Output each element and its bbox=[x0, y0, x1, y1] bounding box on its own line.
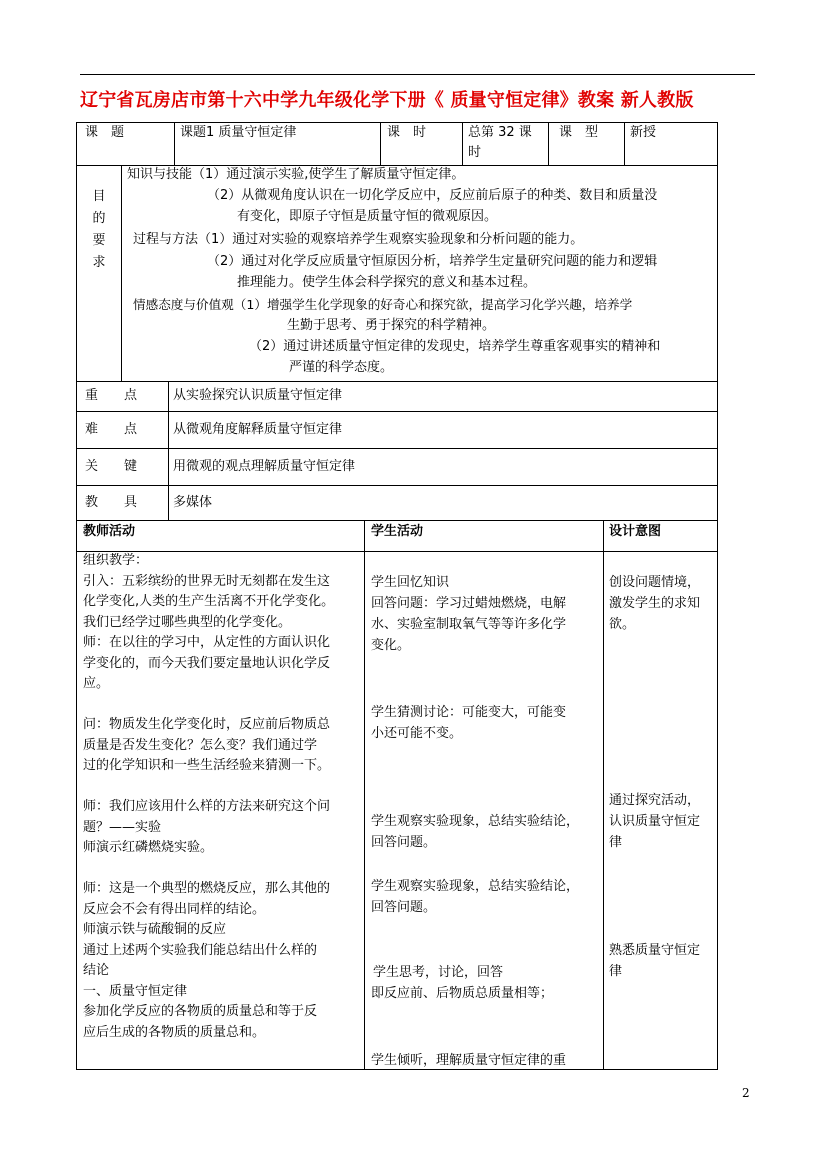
student-line: 学生猜测讨论：可能变大，可能变 bbox=[371, 705, 567, 720]
teacher-line: 结论 bbox=[83, 963, 110, 978]
student-line: 学生思考，讨论，回答 bbox=[373, 965, 504, 980]
document-title: 辽宁省瓦房店市第十六中学九年级化学下册《 质量守恒定律》教案 新人教版 bbox=[80, 90, 694, 111]
student-line: 学生倾听，理解质量守恒定律的重 bbox=[371, 1053, 567, 1068]
student-line: 小还可能不变。 bbox=[371, 726, 463, 741]
difficult-point-label: 难 点 bbox=[85, 422, 138, 437]
crux-label: 关 键 bbox=[85, 459, 138, 474]
row-divider bbox=[77, 411, 717, 412]
period-value: 总第 32 课 bbox=[468, 125, 532, 140]
crux-value: 用微观的观点理解质量守恒定律 bbox=[173, 459, 356, 474]
design-line: 律 bbox=[609, 835, 623, 850]
goal-line: （2）通过讲述质量守恒定律的发现史，培养学生尊重客观事实的精神和 bbox=[249, 339, 661, 354]
type-label: 课 型 bbox=[559, 125, 599, 140]
goal-line: 知识与技能（1）通过演示实验,使学生了解质量守恒定律。 bbox=[127, 167, 465, 182]
goal-line: 推理能力。使学生体会科学探究的意义和基本过程。 bbox=[237, 275, 537, 290]
col-divider bbox=[624, 123, 625, 165]
student-line: 水、实验室制取氧气等等许多化学 bbox=[371, 617, 567, 632]
col-divider bbox=[603, 520, 604, 1069]
goals-label-char: 的 bbox=[92, 211, 106, 226]
goal-line: （2）通过对化学反应质量守恒原因分析，培养学生定量研究问题的能力和逻辑 bbox=[207, 254, 658, 269]
teacher-line: 师：这是一个典型的燃烧反应，那么其他的 bbox=[83, 881, 331, 896]
goal-line: 有变化，即原子守恒是质量守恒的微观原因。 bbox=[237, 209, 498, 224]
teacher-activity-header: 教师活动 bbox=[83, 524, 136, 539]
teacher-line: 应后生成的各物质的质量总和。 bbox=[83, 1024, 266, 1040]
student-line: 回答问题。 bbox=[371, 900, 437, 915]
goal-line: （2）从微观角度认识在一切化学反应中，反应前后原子的种类、数目和质量没 bbox=[207, 188, 658, 203]
teacher-line: 反应会不会有得出同样的结论。 bbox=[83, 901, 266, 917]
col-divider bbox=[364, 520, 365, 1069]
goal-line: 过程与方法（1）通过对实验的观察培养学生观察实验现象和分析问题的能力。 bbox=[133, 232, 584, 247]
row-divider bbox=[77, 381, 717, 382]
teacher-line: 通过上述两个实验我们能总结出什么样的 bbox=[83, 942, 318, 958]
period-label: 课 时 bbox=[387, 125, 427, 140]
student-line: 学生观察实验现象，总结实验结论， bbox=[371, 879, 580, 894]
spacer bbox=[83, 695, 363, 716]
teacher-line: 过的化学知识和一些生活经验来猜测一下。 bbox=[83, 758, 331, 773]
page-number: 2 bbox=[742, 1086, 750, 1100]
tools-label: 教 具 bbox=[85, 495, 138, 510]
teacher-line: 师：我们应该用什么样的方法来研究这个问 bbox=[83, 799, 331, 814]
teacher-line: 组织教学： bbox=[83, 553, 149, 568]
design-line: 欲。 bbox=[609, 617, 636, 632]
row-divider bbox=[77, 448, 717, 449]
teacher-line: 一、质量守恒定律 bbox=[83, 983, 188, 999]
design-line: 律 bbox=[609, 964, 623, 979]
teacher-line: 师演示铁与硫酸铜的反应 bbox=[83, 922, 227, 937]
col-divider bbox=[548, 123, 549, 165]
teacher-line: 参加化学反应的各物质的质量总和等于反 bbox=[83, 1004, 318, 1019]
goal-line: 情感态度与价值观（1）增强学生化学现象的好奇心和探究欲，提高学习化学兴趣，培养学 bbox=[133, 297, 633, 312]
goals-label-char: 要 bbox=[92, 233, 106, 248]
teacher-line: 师演示红磷燃烧实验。 bbox=[83, 840, 214, 855]
lesson-plan-table bbox=[76, 122, 718, 1070]
goal-line: 生勤于思考、勇于探究的科学精神。 bbox=[287, 318, 496, 333]
design-line: 创设问题情境， bbox=[609, 575, 701, 590]
key-point-value: 从实验探究认识质量守恒定律 bbox=[173, 388, 343, 403]
col-divider bbox=[121, 165, 122, 381]
teacher-line: 化学变化,人类的生产生活离不开化学变化。 bbox=[83, 594, 335, 609]
design-line: 熟悉质量守恒定 bbox=[609, 943, 701, 958]
col-divider bbox=[174, 123, 175, 165]
design-line: 认识质量守恒定 bbox=[609, 814, 701, 829]
goals-label-char: 求 bbox=[92, 255, 106, 270]
type-value: 新授 bbox=[630, 125, 657, 140]
col-divider bbox=[168, 381, 169, 520]
spacer bbox=[83, 859, 363, 880]
teacher-line: 质量是否发生变化？怎么变？我们通过学 bbox=[83, 737, 318, 753]
col-divider bbox=[380, 123, 381, 165]
design-line: 激发学生的求知 bbox=[609, 596, 701, 611]
goals-label-char: 目 bbox=[92, 189, 106, 204]
student-line: 学生回忆知识 bbox=[371, 575, 450, 590]
goal-line: 严谨的科学态度。 bbox=[289, 360, 394, 375]
header-rule bbox=[80, 74, 755, 75]
teacher-line: 应。 bbox=[83, 676, 110, 691]
student-line: 学生观察实验现象，总结实验结论， bbox=[371, 814, 580, 829]
row-divider bbox=[77, 485, 717, 486]
teacher-activity-text bbox=[83, 551, 363, 1043]
teacher-line: 我们已经学过哪些典型的化学变化。 bbox=[83, 614, 292, 630]
teacher-line: 问：物质发生化学变化时，反应前后物质总 bbox=[83, 717, 331, 732]
student-activity-header: 学生活动 bbox=[371, 524, 424, 539]
design-line: 通过探究活动， bbox=[609, 793, 701, 808]
topic-value: 课题1 质量守恒定律 bbox=[180, 125, 297, 140]
topic-label: 课 题 bbox=[85, 125, 125, 140]
tools-value: 多媒体 bbox=[173, 495, 213, 510]
student-line: 即反应前、后物质总质量相等； bbox=[371, 986, 554, 1001]
teacher-line: 师：在以往的学习中，从定性的方面认识化 bbox=[83, 635, 331, 650]
student-line: 回答问题：学习过蜡烛燃烧，电解 bbox=[371, 596, 567, 611]
key-point-label: 重 点 bbox=[85, 388, 138, 403]
difficult-point-value: 从微观角度解释质量守恒定律 bbox=[173, 422, 343, 437]
design-intent-header: 设计意图 bbox=[609, 524, 662, 539]
period-value-cont: 时 bbox=[468, 145, 482, 160]
col-divider bbox=[462, 123, 463, 165]
row-divider bbox=[77, 520, 717, 521]
teacher-line: 学变化的，而今天我们要定量地认识化学反 bbox=[83, 655, 331, 671]
spacer bbox=[83, 777, 363, 798]
teacher-line: 题？——实验 bbox=[83, 819, 162, 835]
student-line: 变化。 bbox=[371, 638, 411, 653]
student-line: 回答问题。 bbox=[371, 835, 437, 850]
teacher-line: 引入：五彩缤纷的世界无时无刻都在发生这 bbox=[83, 573, 331, 589]
